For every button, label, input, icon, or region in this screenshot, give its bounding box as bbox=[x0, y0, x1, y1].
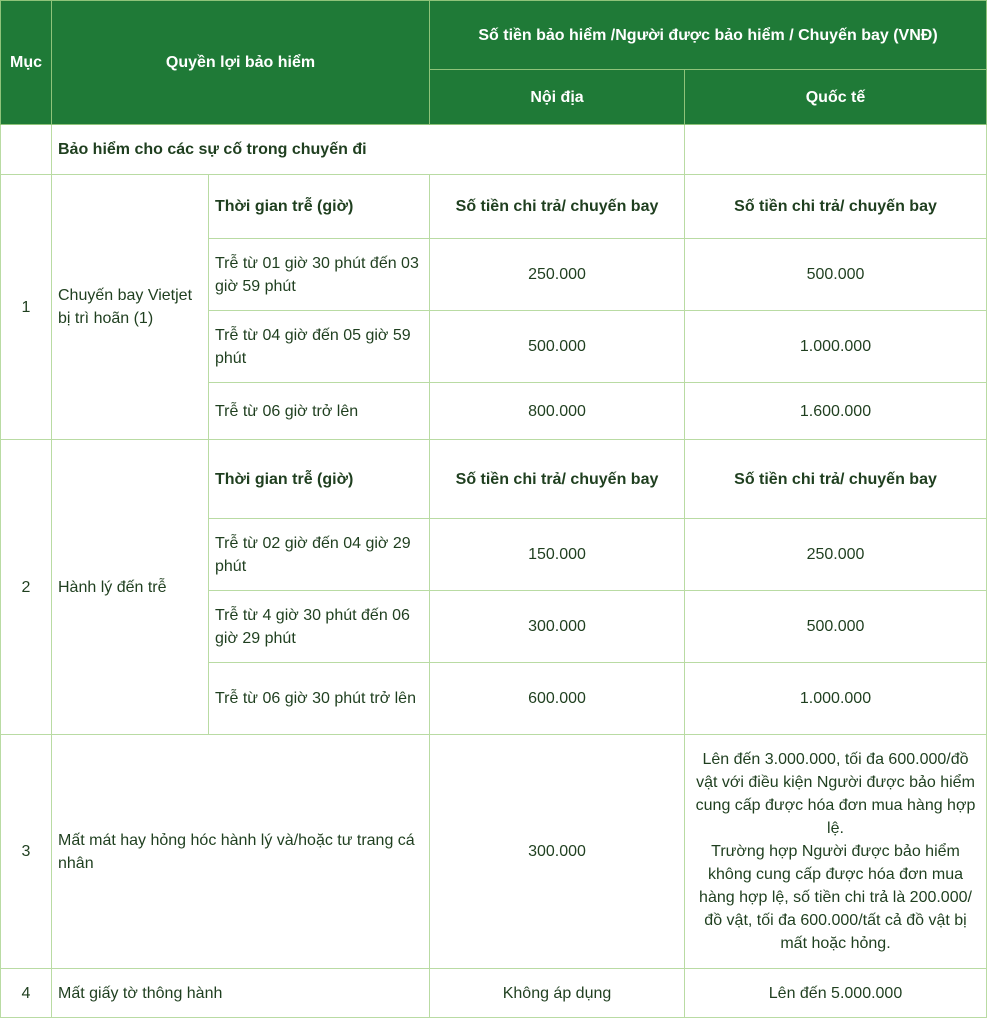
delay-range: Trễ từ 01 giờ 30 phút đến 03 giờ 59 phút bbox=[209, 239, 430, 311]
domestic-amount: 300.000 bbox=[430, 591, 685, 663]
domestic-amount: 300.000 bbox=[430, 735, 685, 969]
international-amount: 250.000 bbox=[685, 519, 987, 591]
domestic-amount: 600.000 bbox=[430, 663, 685, 735]
delay-range: Trễ từ 06 giờ trở lên bbox=[209, 383, 430, 440]
row-number: 4 bbox=[1, 969, 52, 1018]
international-amount: 1.600.000 bbox=[685, 383, 987, 440]
domestic-amount: 150.000 bbox=[430, 519, 685, 591]
benefit-name: Hành lý đến trễ bbox=[52, 440, 209, 735]
domestic-amount: 250.000 bbox=[430, 239, 685, 311]
row-number: 3 bbox=[1, 735, 52, 969]
table-row bbox=[1, 440, 987, 519]
international-amount: 500.000 bbox=[685, 591, 987, 663]
sub-header-domestic: Số tiền chi trả/ chuyến bay bbox=[430, 440, 685, 519]
header-noi-dia: Nội địa bbox=[430, 70, 685, 125]
row-number: 2 bbox=[1, 440, 52, 735]
table-row bbox=[1, 735, 987, 969]
benefit-name: Mất mát hay hỏng hóc hành lý và/hoặc tư trang cá nhân bbox=[52, 735, 430, 969]
table-row bbox=[1, 175, 987, 239]
header-quoc-te: Quốc tế bbox=[685, 70, 987, 125]
header-so-tien: Số tiền bảo hiểm /Người được bảo hiểm / Chuyến bay (VNĐ) bbox=[430, 1, 987, 70]
sub-header-domestic: Số tiền chi trả/ chuyến bay bbox=[430, 175, 685, 239]
header-quyen-loi: Quyền lợi bảo hiểm bbox=[52, 1, 430, 125]
international-amount: Lên đến 3.000.000, tối đa 600.000/đồ vật với điều kiện Người được bảo hiểm cung cấp được hóa đơn mua hàng hợp lệ. Trường hợp Người được bảo hiểm không cung cấp được hóa đơn mua hàng hợp lệ, số tiền chi trả là 200.000/đồ vật, tối đa 600.000/tất cả đồ vật bị mất hoặc hỏng. bbox=[685, 735, 987, 969]
delay-range: Trễ từ 4 giờ 30 phút đến 06 giờ 29 phút bbox=[209, 591, 430, 663]
domestic-amount: 500.000 bbox=[430, 311, 685, 383]
section-empty-cell bbox=[685, 125, 987, 175]
international-amount: 1.000.000 bbox=[685, 311, 987, 383]
benefit-name: Chuyến bay Vietjet bị trì hoãn (1) bbox=[52, 175, 209, 440]
row-number: 1 bbox=[1, 175, 52, 440]
table-row bbox=[1, 969, 987, 1018]
domestic-amount: 800.000 bbox=[430, 383, 685, 440]
international-amount: Lên đến 5.000.000 bbox=[685, 969, 987, 1018]
delay-range: Trễ từ 04 giờ đến 05 giờ 59 phút bbox=[209, 311, 430, 383]
section-empty-cell bbox=[1, 125, 52, 175]
sub-header-delay: Thời gian trễ (giờ) bbox=[209, 440, 430, 519]
domestic-amount: Không áp dụng bbox=[430, 969, 685, 1018]
international-amount: 500.000 bbox=[685, 239, 987, 311]
section-row bbox=[1, 125, 987, 175]
benefit-name: Mất giấy tờ thông hành bbox=[52, 969, 430, 1018]
sub-header-international: Số tiền chi trả/ chuyến bay bbox=[685, 440, 987, 519]
header-row bbox=[1, 1, 987, 70]
header-muc: Mục bbox=[1, 1, 52, 125]
section-title: Bảo hiểm cho các sự cố trong chuyến đi bbox=[52, 125, 685, 175]
delay-range: Trễ từ 06 giờ 30 phút trở lên bbox=[209, 663, 430, 735]
sub-header-international: Số tiền chi trả/ chuyến bay bbox=[685, 175, 987, 239]
sub-header-delay: Thời gian trễ (giờ) bbox=[209, 175, 430, 239]
international-amount: 1.000.000 bbox=[685, 663, 987, 735]
delay-range: Trễ từ 02 giờ đến 04 giờ 29 phút bbox=[209, 519, 430, 591]
